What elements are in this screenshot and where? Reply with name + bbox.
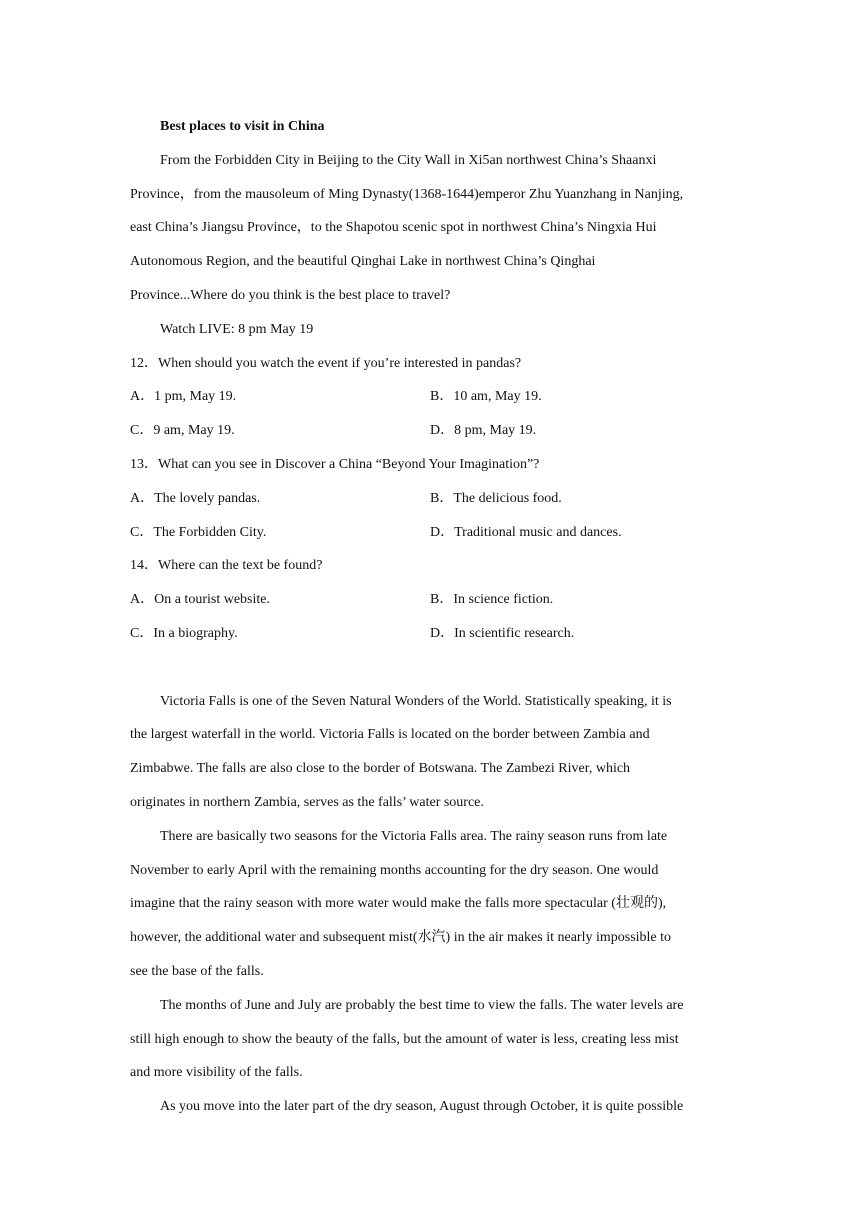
paragraph-line: originates in northern Zambia, serves as the falls’ water source.: [130, 794, 484, 810]
option-c: C．The Forbidden City.: [130, 524, 267, 540]
watch-live-line: Watch LIVE: 8 pm May 19: [160, 321, 314, 337]
paragraph-line: east China’s Jiangsu Province，to the Shapotou scenic spot in northwest China’s Ningxia Hui: [130, 220, 657, 236]
paragraph-line: November to early April with the remaining months accounting for the dry season. One would: [130, 862, 659, 878]
paragraph-line: Zimbabwe. The falls are also close to the border of Botswana. The Zambezi River, which: [130, 761, 631, 777]
victoria-falls-paragraph-4: [130, 1090, 730, 1124]
options-row: [130, 380, 730, 414]
option-d: D．8 pm, May 19.: [430, 423, 537, 439]
option-b: B．10 am, May 19.: [430, 389, 542, 405]
options-row: [130, 617, 730, 651]
paragraph-line: From the Forbidden City in Beijing to the City Wall in Xi5an northwest China’s Shaanxi: [160, 152, 657, 168]
option-c: C．In a biography.: [130, 625, 238, 641]
paragraph-line: and more visibility of the falls.: [130, 1065, 303, 1081]
question-12: [130, 347, 730, 448]
paragraph-line: Victoria Falls is one of the Seven Natural Wonders of the World. Statistically speaking, it is: [160, 693, 672, 709]
option-b: B．The delicious food.: [430, 490, 562, 506]
options-row: [130, 583, 730, 617]
option-a: A．1 pm, May 19.: [130, 389, 237, 405]
paragraph-line: Autonomous Region, and the beautiful Qinghai Lake in northwest China’s Qinghai: [130, 254, 596, 270]
paragraph-line: imagine that the rainy season with more water would make the falls more spectacular (壮观的),: [130, 896, 667, 912]
option-d: D．In scientific research.: [430, 625, 575, 641]
victoria-falls-paragraph-1: [130, 685, 730, 820]
victoria-falls-paragraph-3: [130, 989, 730, 1090]
victoria-falls-paragraph-2: [130, 820, 730, 989]
option-c: C．9 am, May 19.: [130, 423, 235, 439]
option-a: A．The lovely pandas.: [130, 490, 261, 506]
question-14: [130, 549, 730, 650]
paragraph-line: see the base of the falls.: [130, 963, 264, 979]
paragraph-line: Province，from the mausoleum of Ming Dynasty(1368-1644)emperor Zhu Yuanzhang in Nanjing,: [130, 186, 684, 202]
option-b: B．In science fiction.: [430, 592, 554, 608]
passage-title: Best places to visit in China: [160, 119, 325, 134]
paragraph-line: Province...Where do you think is the best place to travel?: [130, 287, 451, 303]
paragraph-line: the largest waterfall in the world. Victoria Falls is located on the border between Zambia and: [130, 727, 650, 743]
paragraph-line: As you move into the later part of the dry season, August through October, it is quite possible: [160, 1099, 684, 1115]
options-row: [130, 414, 730, 448]
options-row: [130, 482, 730, 516]
paragraph-line: There are basically two seasons for the Victoria Falls area. The rainy season runs from late: [160, 828, 668, 844]
paragraph-line: still high enough to show the beauty of the falls, but the amount of water is less, creating less mist: [130, 1031, 679, 1047]
question-stem: 13．What can you see in Discover a China “Beyond Your Imagination”?: [130, 456, 540, 472]
question-stem: 14．Where can the text be found?: [130, 558, 323, 574]
passage-intro-paragraph: [130, 144, 730, 313]
paragraph-line: The months of June and July are probably the best time to view the falls. The water levels are: [160, 997, 684, 1013]
option-d: D．Traditional music and dances.: [430, 524, 622, 540]
options-row: [130, 516, 730, 550]
question-stem: 12．When should you watch the event if you’re interested in pandas?: [130, 355, 522, 371]
question-13: [130, 448, 730, 549]
section-spacer: [130, 651, 730, 685]
option-a: A．On a tourist website.: [130, 592, 270, 608]
paragraph-line: however, the additional water and subsequent mist(水汽) in the air makes it nearly impossible to: [130, 930, 672, 946]
document-content: [130, 110, 730, 1124]
